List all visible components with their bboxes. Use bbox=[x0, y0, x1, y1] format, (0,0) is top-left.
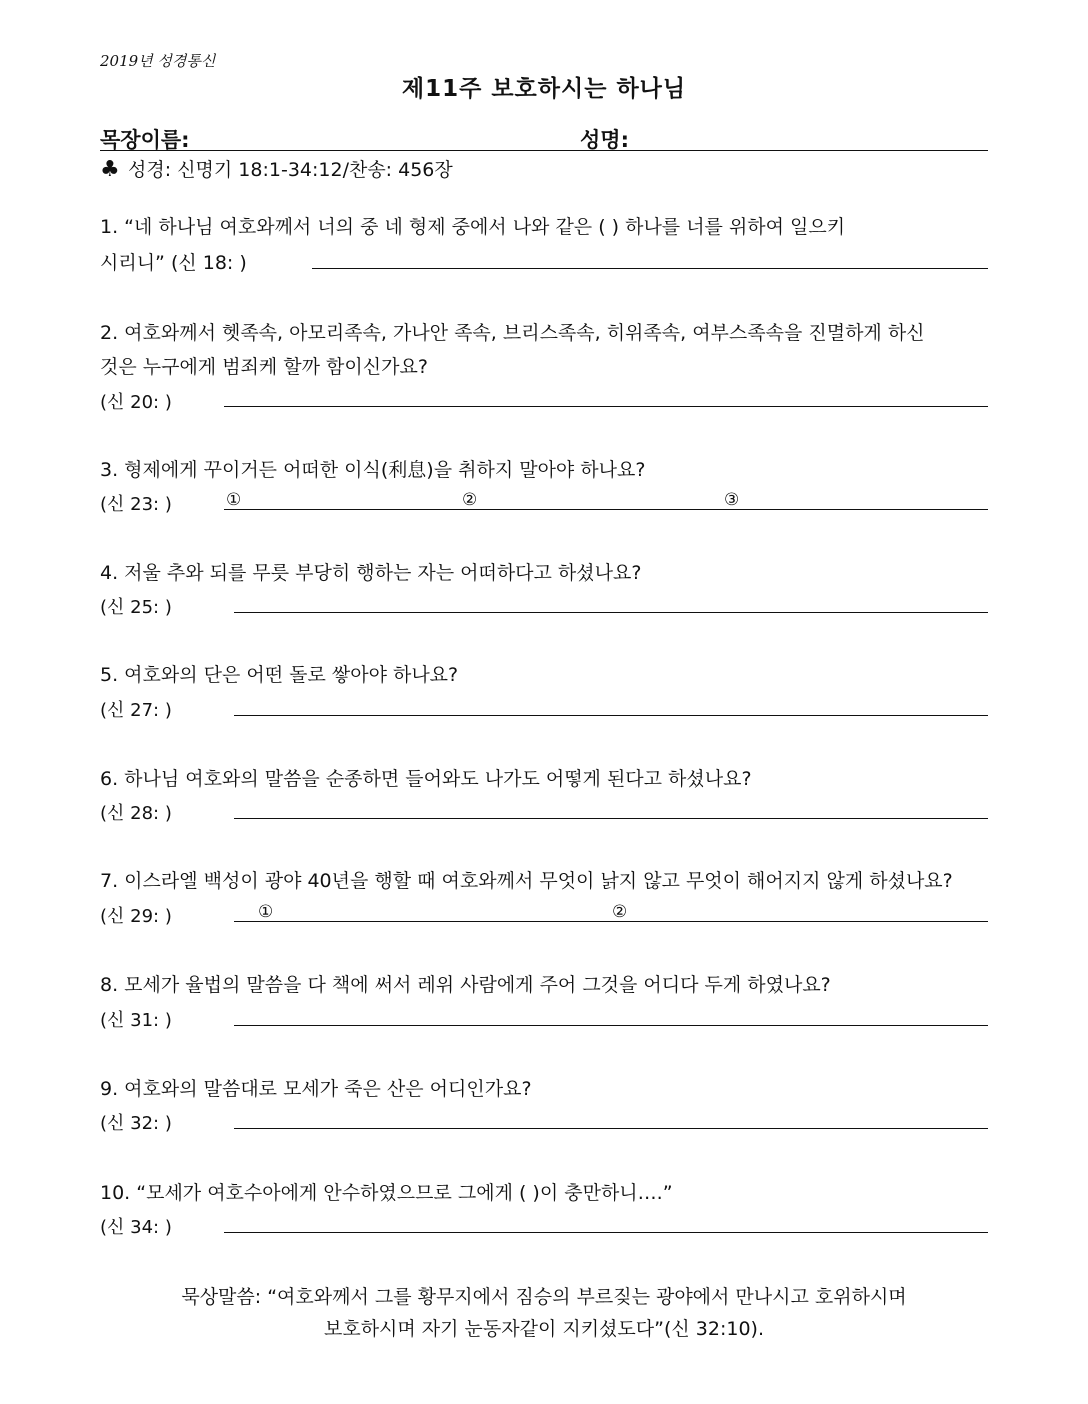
answer-mark-3-1: ① bbox=[226, 490, 242, 510]
question-9-ref: (신 32: ) bbox=[100, 1113, 172, 1134]
person-name-label: 성명: bbox=[580, 128, 629, 152]
question-5-line1: 5. 여호와의 단은 어떤 돌로 쌓아야 하나요? bbox=[100, 664, 459, 686]
question-7-line1: 7. 이스라엘 백성이 광야 40년을 행할 때 여호와께서 무엇이 낡지 않고 무엇이 해어지지 않게 하셨나요? bbox=[100, 870, 953, 892]
question-5-ref: (신 27: ) bbox=[100, 700, 172, 721]
question-2-ref: (신 20: ) bbox=[100, 392, 172, 413]
group-name-label: 목장이름: bbox=[100, 128, 190, 152]
answer-line-10[interactable] bbox=[224, 1232, 988, 1233]
question-7-ref: (신 29: ) bbox=[100, 906, 172, 927]
answer-line-6[interactable] bbox=[234, 818, 988, 819]
memory-verse-line2: 보호하시며 자기 눈동자같이 지키셨도다”(신 32:10). bbox=[324, 1318, 764, 1340]
answer-line-4[interactable] bbox=[234, 612, 988, 613]
question-2-line2: 것은 누구에게 범죄케 할까 함이신가요? bbox=[100, 356, 428, 378]
answer-mark-3-2: ② bbox=[462, 490, 478, 510]
question-4-ref: (신 25: ) bbox=[100, 597, 172, 618]
scripture-text: 성경: 신명기 18:1-34:12/찬송: 456장 bbox=[128, 159, 453, 181]
answer-line-8[interactable] bbox=[234, 1025, 988, 1026]
question-3-line1: 3. 형제에게 꾸이거든 어떠한 이식(利息)을 취하지 말아야 하나요? bbox=[100, 459, 646, 481]
question-4-line1: 4. 저울 추와 되를 무릇 부당히 행하는 자는 어떠하다고 하셨나요? bbox=[100, 562, 642, 584]
answer-mark-7-2: ② bbox=[612, 902, 628, 922]
club-icon: ♣ bbox=[100, 157, 120, 182]
memory-verse-line1: 묵상말씀: “여호와께서 그를 황무지에서 짐승의 부르짖는 광야에서 만나시고 호위하시며 bbox=[181, 1286, 907, 1308]
person-name-line[interactable] bbox=[580, 150, 988, 151]
question-10-ref: (신 34: ) bbox=[100, 1217, 172, 1238]
answer-line-2[interactable] bbox=[224, 406, 988, 407]
answer-line-3[interactable] bbox=[224, 509, 988, 510]
answer-line-5[interactable] bbox=[234, 715, 988, 716]
scripture-line bbox=[100, 155, 453, 182]
answer-line-1[interactable] bbox=[312, 268, 988, 269]
question-9-line1: 9. 여호와의 말씀대로 모세가 죽은 산은 어디인가요? bbox=[100, 1078, 532, 1100]
question-6-ref: (신 28: ) bbox=[100, 803, 172, 824]
question-1-line1: 1. “네 하나님 여호와께서 너의 중 네 형제 중에서 나와 같은 ( ) 하나를 너를 위하여 일으키 bbox=[100, 216, 846, 238]
question-10-line1: 10. “모세가 여호수아에게 안수하였으므로 그에게 ( )이 충만하니….” bbox=[100, 1182, 673, 1204]
question-8-ref: (신 31: ) bbox=[100, 1010, 172, 1031]
answer-line-7[interactable] bbox=[234, 921, 988, 922]
question-2-line1: 2. 여호와께서 헷족속, 아모리족속, 가나안 족속, 브리스족속, 히위족속, 여부스족속을 진멸하게 하신 bbox=[100, 322, 925, 344]
question-8-line1: 8. 모세가 율법의 말씀을 다 책에 써서 레위 사람에게 주어 그것을 어디다 두게 하였나요? bbox=[100, 974, 831, 996]
question-1-line2: 시리니” (신 18: ) bbox=[100, 252, 247, 274]
question-3-ref: (신 23: ) bbox=[100, 494, 172, 515]
question-6-line1: 6. 하나님 여호와의 말씀을 순종하면 들어와도 나가도 어떻게 된다고 하셨나요? bbox=[100, 768, 752, 790]
header-note: 2019년 성경통신 bbox=[100, 52, 216, 70]
answer-line-9[interactable] bbox=[234, 1128, 988, 1129]
answer-mark-3-3: ③ bbox=[724, 490, 740, 510]
answer-mark-7-1: ① bbox=[258, 902, 274, 922]
group-name-line[interactable] bbox=[100, 150, 580, 151]
page-title: 제11주 보호하시는 하나님 bbox=[401, 76, 687, 102]
